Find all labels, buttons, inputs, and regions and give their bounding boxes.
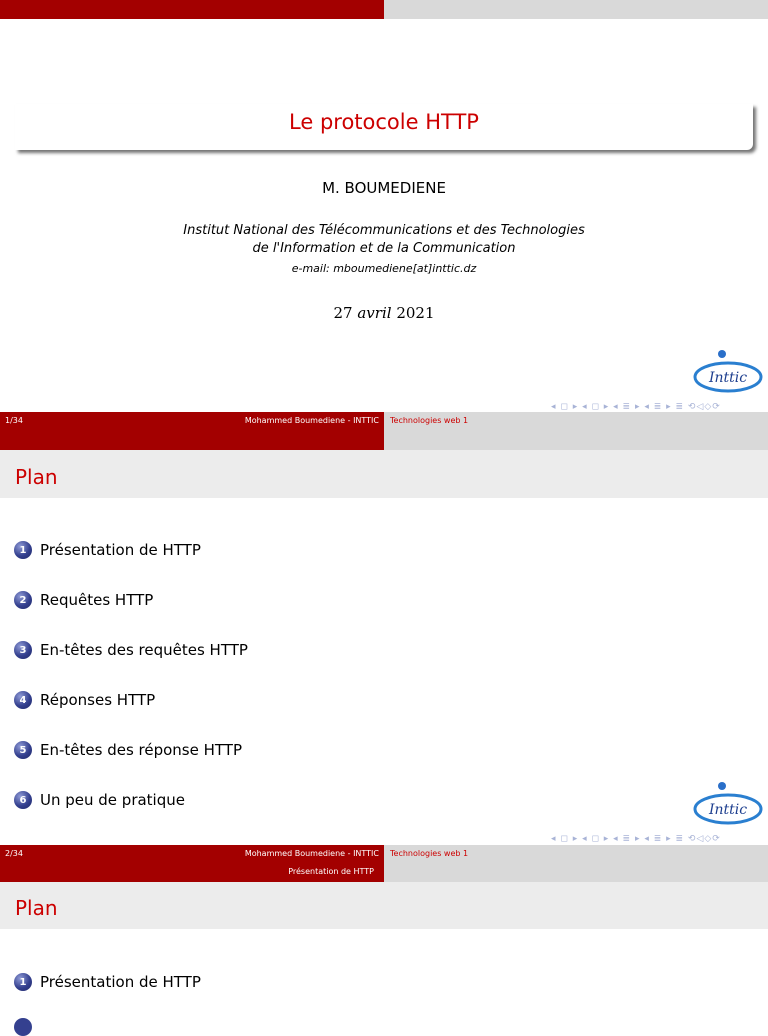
toc-item[interactable] [14, 590, 248, 610]
slide-title: Le protocole HTTP [289, 110, 479, 134]
author-name: M. BOUMEDIENE [322, 179, 446, 197]
toc-number-ball: 5 [14, 741, 32, 759]
date-year: 2021 [396, 304, 435, 322]
toc-item-label: Réponses HTTP [40, 691, 156, 709]
beamer-navigation[interactable]: ◂ ◻ ▸ ◂ ◻ ▸ ◂ ≣ ▸ ◂ ≣ ▸ ≣ ⟲◁◇⟳ [551, 834, 721, 844]
date-month: avril [357, 304, 392, 322]
toc-number-ball: 6 [14, 791, 32, 809]
frame-title: Plan [15, 896, 58, 920]
toc-list [14, 972, 201, 992]
toc-item-label: Un peu de pratique [40, 791, 185, 809]
toc-list [14, 540, 248, 810]
footer-right [384, 412, 768, 430]
logo-text: Inttic [708, 802, 748, 818]
top-bar-remaining [384, 0, 768, 19]
toc-item[interactable] [14, 540, 248, 560]
footer-left [0, 412, 384, 430]
footer-section: Présentation de HTTP [288, 867, 374, 876]
logo-text: Inttic [708, 370, 748, 386]
beamer-navigation[interactable]: ◂ ◻ ▸ ◂ ◻ ▸ ◂ ≣ ▸ ◂ ≣ ▸ ≣ ⟲◁◇⟳ [551, 402, 721, 412]
footer-left [0, 845, 384, 882]
frame-title: Plan [15, 465, 58, 489]
toc-number-ball: 3 [14, 641, 32, 659]
toc-item[interactable] [14, 790, 248, 810]
toc-item-label: Présentation de HTTP [40, 973, 201, 991]
toc-item[interactable] [14, 640, 248, 660]
footer-course: Technologies web 1 [390, 849, 469, 858]
toc-number-ball: 2 [14, 591, 32, 609]
date-day: 27 [333, 304, 353, 322]
institute [0, 222, 768, 258]
toc-number-ball: 1 [14, 541, 32, 559]
footer-author: Mohammed Boumediene - INTTIC [244, 849, 379, 858]
frame-title-bar [0, 882, 768, 929]
slide2-top-bar [0, 430, 384, 450]
toc-item[interactable] [14, 740, 248, 760]
toc-item-label: Présentation de HTTP [40, 541, 201, 559]
presentation-date [0, 304, 768, 322]
toc-number-ball: 1 [14, 973, 32, 991]
slide2-top-bar-grey [384, 430, 768, 450]
footer-right-lower [384, 863, 768, 882]
frame-title-bar [0, 450, 768, 498]
footer-page-number: 1/34 [5, 416, 23, 425]
institute-line-1: Institut National des Télécommunications et des Technologies [183, 223, 585, 238]
institute-line-2: de l'Information et de la Communication [252, 241, 516, 256]
toc-item-label: En-têtes des réponse HTTP [40, 741, 243, 759]
toc-number-ball: 4 [14, 691, 32, 709]
footer-author: Mohammed Boumediene - INTTIC [244, 416, 379, 425]
inttic-logo [692, 349, 764, 399]
author-email: e-mail: mboumediene[at]inttic.dz [291, 262, 477, 275]
inttic-logo [692, 781, 764, 831]
toc-item[interactable] [14, 972, 201, 992]
toc-item-label: Requêtes HTTP [40, 591, 154, 609]
toc-item[interactable] [14, 690, 248, 710]
footer-right [384, 845, 768, 863]
toc-number-ball-partial [14, 1018, 32, 1036]
toc-item-label: En-têtes des requêtes HTTP [40, 641, 248, 659]
footer-course: Technologies web 1 [390, 416, 469, 425]
footer-page-number: 2/34 [5, 849, 23, 858]
top-bar-progress [0, 0, 384, 19]
